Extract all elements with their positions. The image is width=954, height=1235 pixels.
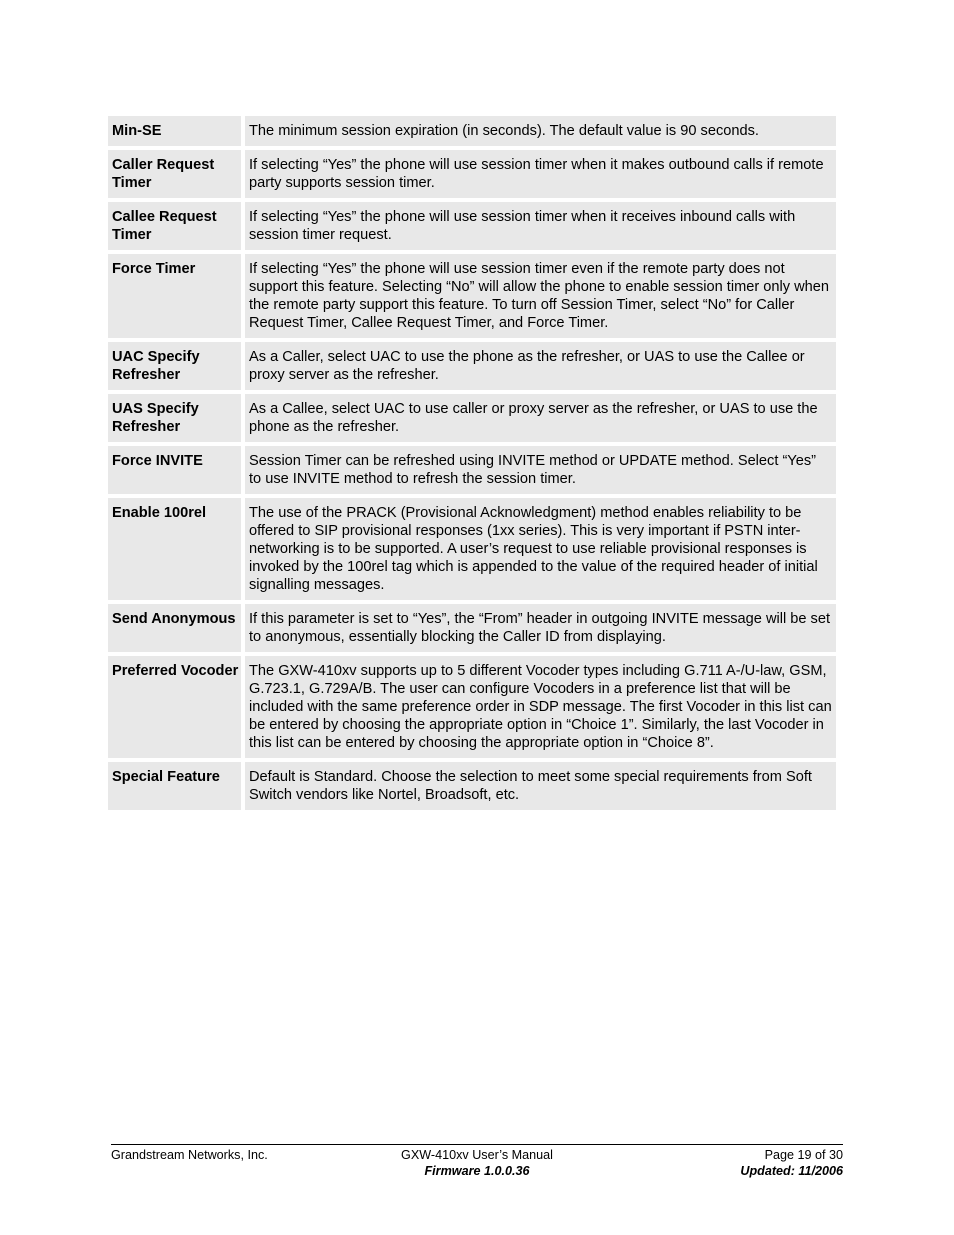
footer-company: Grandstream Networks, Inc. — [111, 1148, 268, 1162]
param-description: The GXW-410xv supports up to 5 different Vocoder types including G.711 A-/U-law, GSM, G.723.1, G.729A/B. The user can configure Vocoders in a preference list that will be included with the same preference order in SDP message. The first Vocoder in this list can be entered by choosing the appropriate option in “Choice 1”. Similarly, the last Vocoder in this list can be entered by choosing the appropriate option in “Choice 8”. — [245, 656, 836, 758]
table-row — [108, 762, 836, 810]
footer-spacer — [111, 1163, 355, 1179]
footer-firmware: Firmware 1.0.0.36 — [424, 1164, 530, 1178]
table-row — [108, 604, 836, 652]
table-row — [108, 342, 836, 390]
table-row — [108, 254, 836, 338]
footer-row-bottom — [111, 1163, 843, 1179]
param-description: Session Timer can be refreshed using INVITE method or UPDATE method. Select “Yes” to use INVITE method to refresh the session timer. — [245, 446, 836, 494]
table-row — [108, 498, 836, 600]
param-name: Preferred Vocoder — [108, 656, 241, 758]
table-row — [108, 202, 836, 250]
param-name: Force INVITE — [108, 446, 241, 494]
param-name: Force Timer — [108, 254, 241, 338]
param-name: Enable 100rel — [108, 498, 241, 600]
param-name: Send Anonymous — [108, 604, 241, 652]
footer-updated: Updated: 11/2006 — [740, 1164, 843, 1178]
param-name: Callee Request Timer — [108, 202, 241, 250]
page-footer — [111, 1144, 843, 1179]
param-description: If this parameter is set to “Yes”, the “From” header in outgoing INVITE message will be set to anonymous, essentially blocking the Caller ID from displaying. — [245, 604, 836, 652]
param-name: Caller Request Timer — [108, 150, 241, 198]
param-name: Min-SE — [108, 116, 241, 146]
footer-page-number: Page 19 of 30 — [764, 1148, 843, 1162]
param-name: Special Feature — [108, 762, 241, 810]
table-row — [108, 150, 836, 198]
param-name: UAC Specify Refresher — [108, 342, 241, 390]
parameter-table — [108, 116, 836, 814]
footer-manual-title: GXW-410xv User’s Manual — [401, 1148, 553, 1162]
table-row — [108, 394, 836, 442]
param-description: If selecting “Yes” the phone will use session timer when it makes outbound calls if remote party supports session timer. — [245, 150, 836, 198]
param-description: Default is Standard. Choose the selection to meet some special requirements from Soft Switch vendors like Nortel, Broadsoft, etc. — [245, 762, 836, 810]
param-description: The use of the PRACK (Provisional Acknowledgment) method enables reliability to be offered to SIP provisional responses (1xx series). This is very important if PSTN inter-networking is to be supported. A user’s request to use reliable provisional responses is invoked by the 100rel tag which is appended to the value of the required header of initial signalling messages. — [245, 498, 836, 600]
footer-row-top — [111, 1147, 843, 1163]
param-description: As a Caller, select UAC to use the phone as the refresher, or UAS to use the Callee or proxy server as the refresher. — [245, 342, 836, 390]
param-description: If selecting “Yes” the phone will use session timer even if the remote party does not support this feature. Selecting “No” will allow the phone to enable session timer only when the remote party support this feature. To turn off Session Timer, select “No” for Caller Request Timer, Callee Request Timer, and Force Timer. — [245, 254, 836, 338]
table-row — [108, 116, 836, 146]
table-row — [108, 656, 836, 758]
param-name: UAS Specify Refresher — [108, 394, 241, 442]
param-description: As a Callee, select UAC to use caller or proxy server as the refresher, or UAS to use the phone as the refresher. — [245, 394, 836, 442]
param-description: The minimum session expiration (in seconds). The default value is 90 seconds. — [245, 116, 836, 146]
table-row — [108, 446, 836, 494]
param-description: If selecting “Yes” the phone will use session timer when it receives inbound calls with session timer request. — [245, 202, 836, 250]
